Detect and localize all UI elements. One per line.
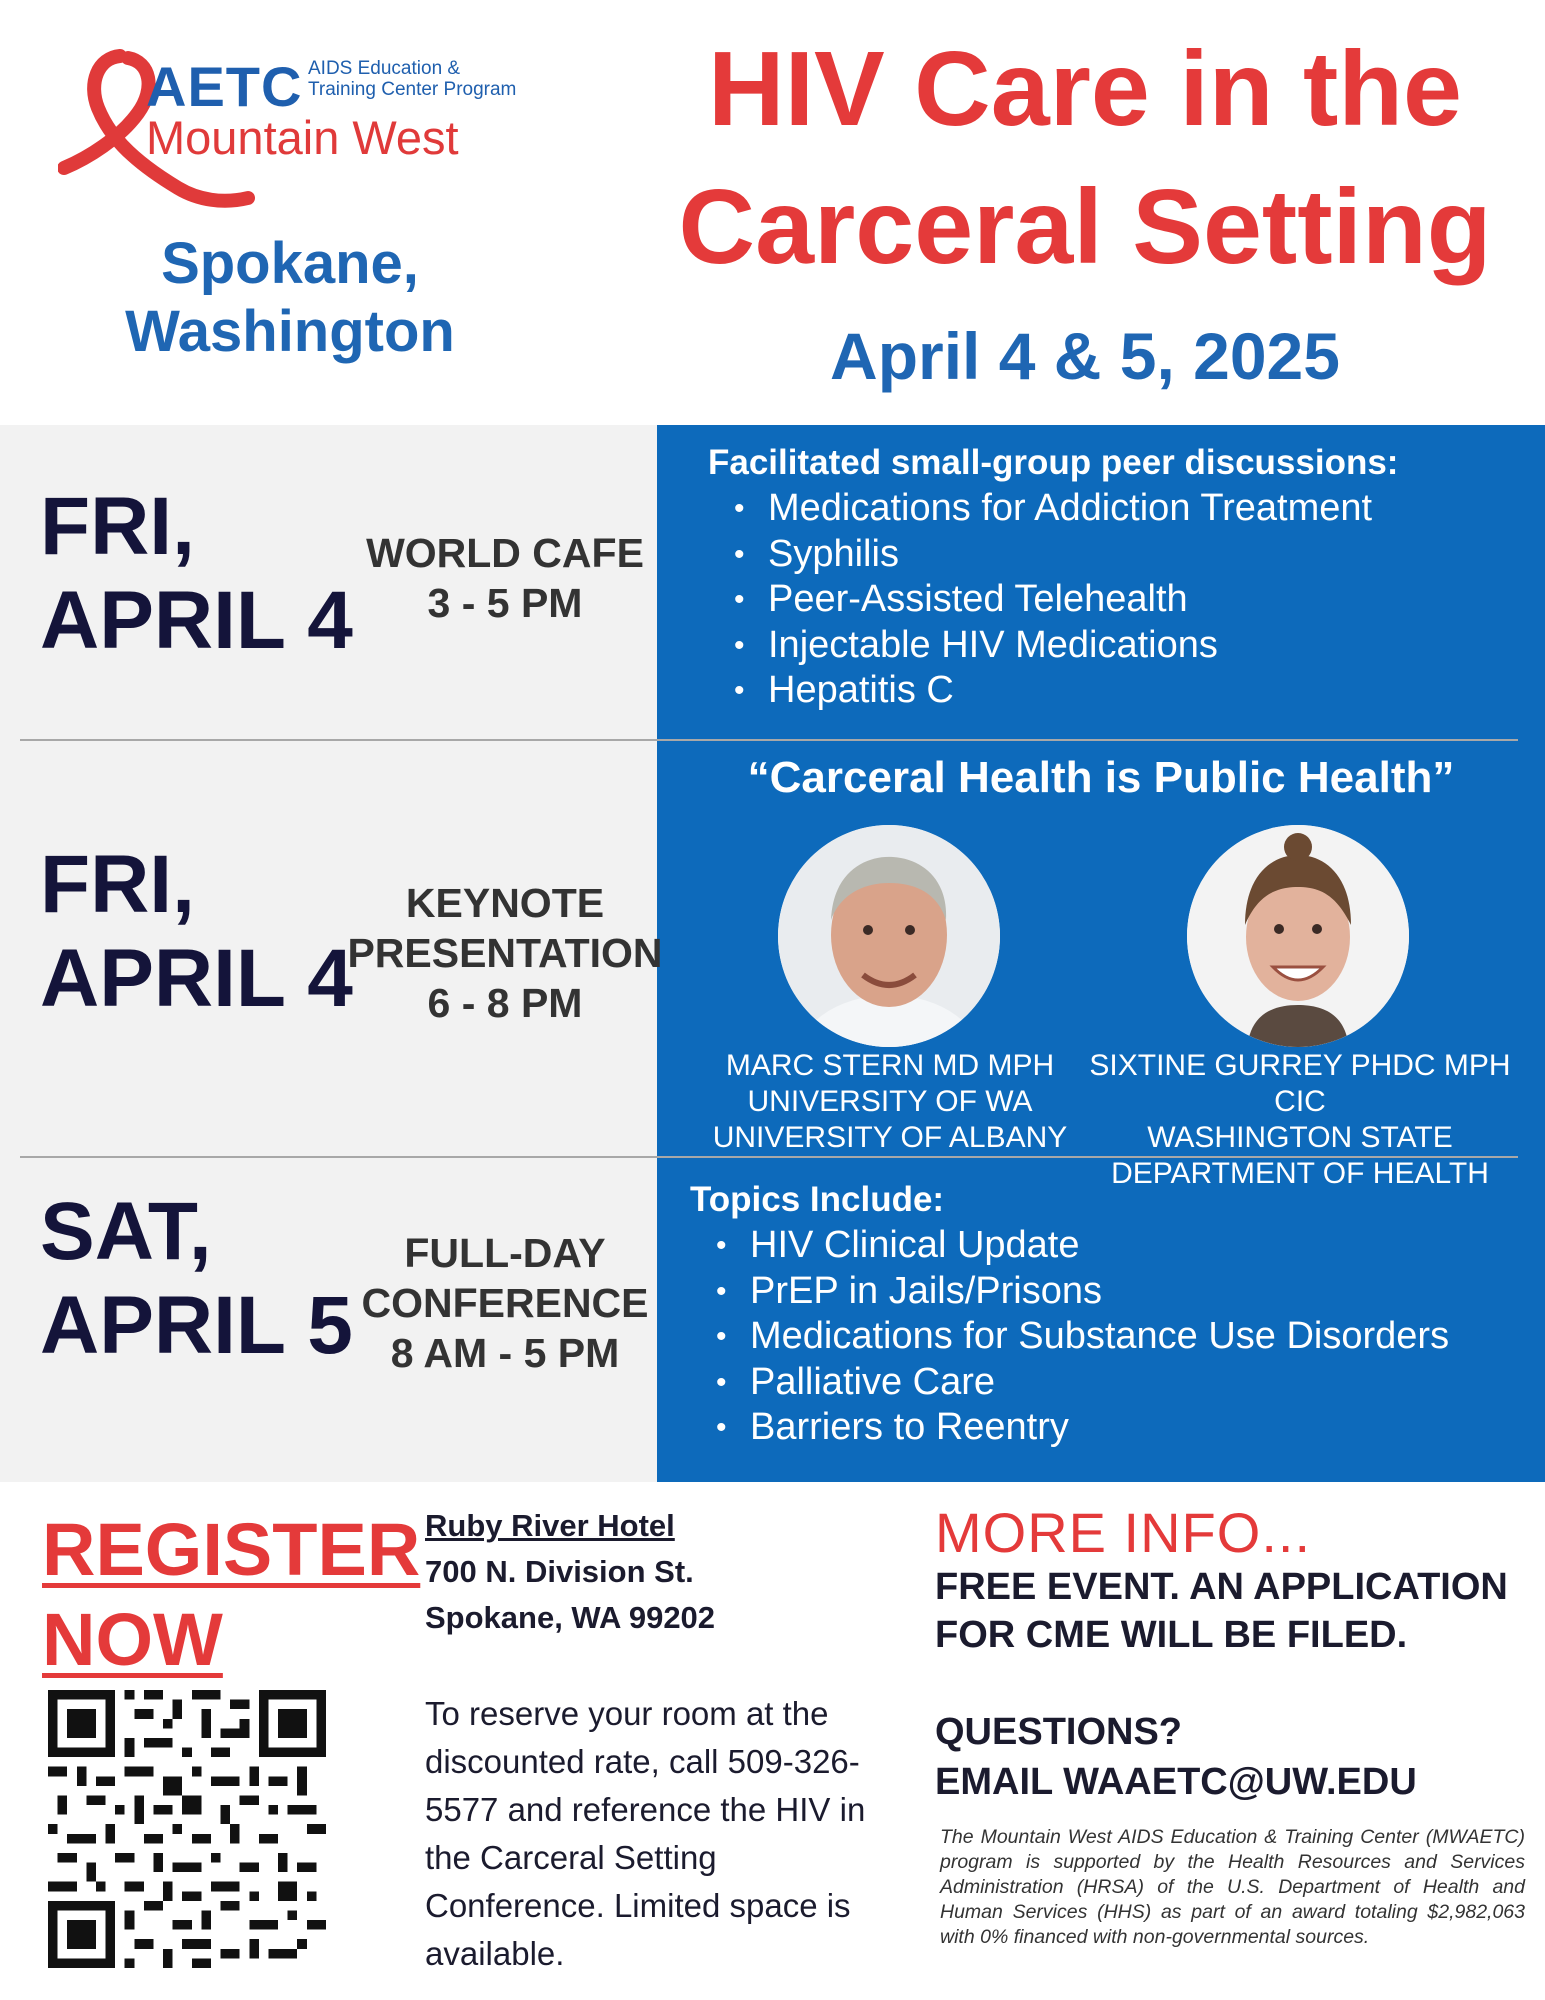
title-line-2: Carceral Setting [678, 168, 1492, 286]
event-name: FULL-DAY [404, 1230, 606, 1276]
list-item: • HIV Clinical Update [710, 1223, 1449, 1269]
list-item: • Barriers to Reentry [710, 1405, 1449, 1451]
list-item: • Injectable HIV Medications [728, 623, 1372, 669]
page-title [630, 20, 1540, 296]
funding-disclaimer: The Mountain West AIDS Education & Training Center (MWAETC) program is supported by the Health Resources and Services Administration (HRSA) of the U.S. Department of Health and Human Services (HHS) as part of an award totaling $2,982,063 with 0% financed with non-governmental sources. [940, 1826, 1525, 1948]
speaker-photo-marc-stern [778, 825, 1000, 1047]
logo-subtitle: AIDS Education & Training Center Program [308, 58, 517, 100]
list-item: • Hepatitis C [728, 668, 1372, 714]
conference-topics-list [710, 1223, 1449, 1451]
room-reservation-info: To reserve your room at the discounted rate, call 509-326-5577 and reference the HIV in the Carceral Setting Conference. Limited space is available. [425, 1695, 866, 1972]
more-info-heading: MORE INFO... [935, 1501, 1311, 1564]
location-city: Spokane, [161, 231, 419, 296]
header [0, 0, 1545, 425]
day-name: FRI, [40, 839, 195, 930]
discussion-heading: Facilitated small-group peer discussions: [708, 443, 1399, 482]
list-item: • Medications for Substance Use Disorders [710, 1314, 1449, 1360]
schedule-day-1 [40, 480, 353, 668]
speaker-name: SIXTINE GURREY PHDC MPH CIC [1089, 1049, 1511, 1118]
venue-street: 700 N. Division St. [425, 1554, 694, 1589]
speaker-photo-sixtine-gurrey [1187, 825, 1409, 1047]
free-event-line-2: FOR CME WILL BE FILED. [935, 1614, 1408, 1656]
aetc-logo[interactable] [58, 48, 528, 208]
registration-qr-code[interactable] [48, 1690, 326, 1968]
list-item: • Syphilis [728, 532, 1372, 578]
register-line-1: REGISTER [42, 1508, 421, 1591]
event-name-2: CONFERENCE [361, 1280, 649, 1326]
speaker-2-caption [1070, 1048, 1530, 1192]
speaker-affiliation: UNIVERSITY OF ALBANY [712, 1121, 1068, 1154]
list-item: • Medications for Addiction Treatment [728, 486, 1372, 532]
venue-address [425, 1503, 715, 1641]
logo-brand: AETC [146, 55, 303, 118]
schedule-event-2 [345, 878, 665, 1028]
questions-label: QUESTIONS? [935, 1711, 1183, 1753]
venue-city: Spokane, WA 99202 [425, 1600, 716, 1635]
event-location [100, 230, 480, 366]
list-item: • PrEP in Jails/Prisons [710, 1269, 1449, 1315]
contact-info [935, 1707, 1417, 1807]
location-state: Washington [125, 299, 455, 364]
list-item: • Peer-Assisted Telehealth [728, 577, 1372, 623]
keynote-quote: “Carceral Health is Public Health” [747, 753, 1455, 802]
day-name: FRI, [40, 481, 195, 572]
schedule-day-3 [40, 1185, 353, 1373]
speaker-affiliation: UNIVERSITY OF WA [747, 1085, 1033, 1118]
event-name-2: PRESENTATION [347, 930, 663, 976]
event-time: 8 AM - 5 PM [390, 1330, 620, 1376]
speaker-1-caption [700, 1048, 1080, 1156]
event-time: 3 - 5 PM [427, 580, 583, 626]
schedule-event-3 [345, 1228, 665, 1378]
row-divider [20, 739, 1518, 741]
day-date: APRIL 5 [40, 1280, 353, 1371]
day-date: APRIL 4 [40, 933, 353, 1024]
day-name: SAT, [40, 1186, 212, 1277]
topics-heading: Topics Include: [690, 1180, 945, 1219]
discussion-topics-list [728, 486, 1372, 714]
event-name: KEYNOTE [405, 880, 605, 926]
schedule-event-1 [345, 528, 665, 628]
logo-region: Mountain West [146, 111, 459, 164]
schedule-section [0, 425, 1545, 1482]
event-dates: April 4 & 5, 2025 [830, 319, 1340, 393]
register-now-link[interactable] [42, 1505, 420, 1685]
event-name: WORLD CAFE [366, 530, 644, 576]
schedule-day-2 [40, 838, 353, 1026]
speaker-name: MARC STERN MD MPH [725, 1049, 1055, 1082]
speaker-affiliation: WASHINGTON STATE [1147, 1121, 1453, 1154]
event-time: 6 - 8 PM [427, 980, 583, 1026]
register-line-2: NOW [42, 1598, 223, 1681]
contact-email[interactable]: EMAIL WAAETC@UW.EDU [935, 1761, 1417, 1803]
speaker-affiliation: DEPARTMENT OF HEALTH [1111, 1157, 1489, 1190]
list-item: • Palliative Care [710, 1360, 1449, 1406]
title-line-1: HIV Care in the [708, 30, 1462, 148]
day-date: APRIL 4 [40, 575, 353, 666]
free-event-line-1: FREE EVENT. AN APPLICATION [935, 1566, 1508, 1608]
venue-name[interactable]: Ruby River Hotel [425, 1508, 675, 1543]
free-event-notice [935, 1563, 1508, 1659]
